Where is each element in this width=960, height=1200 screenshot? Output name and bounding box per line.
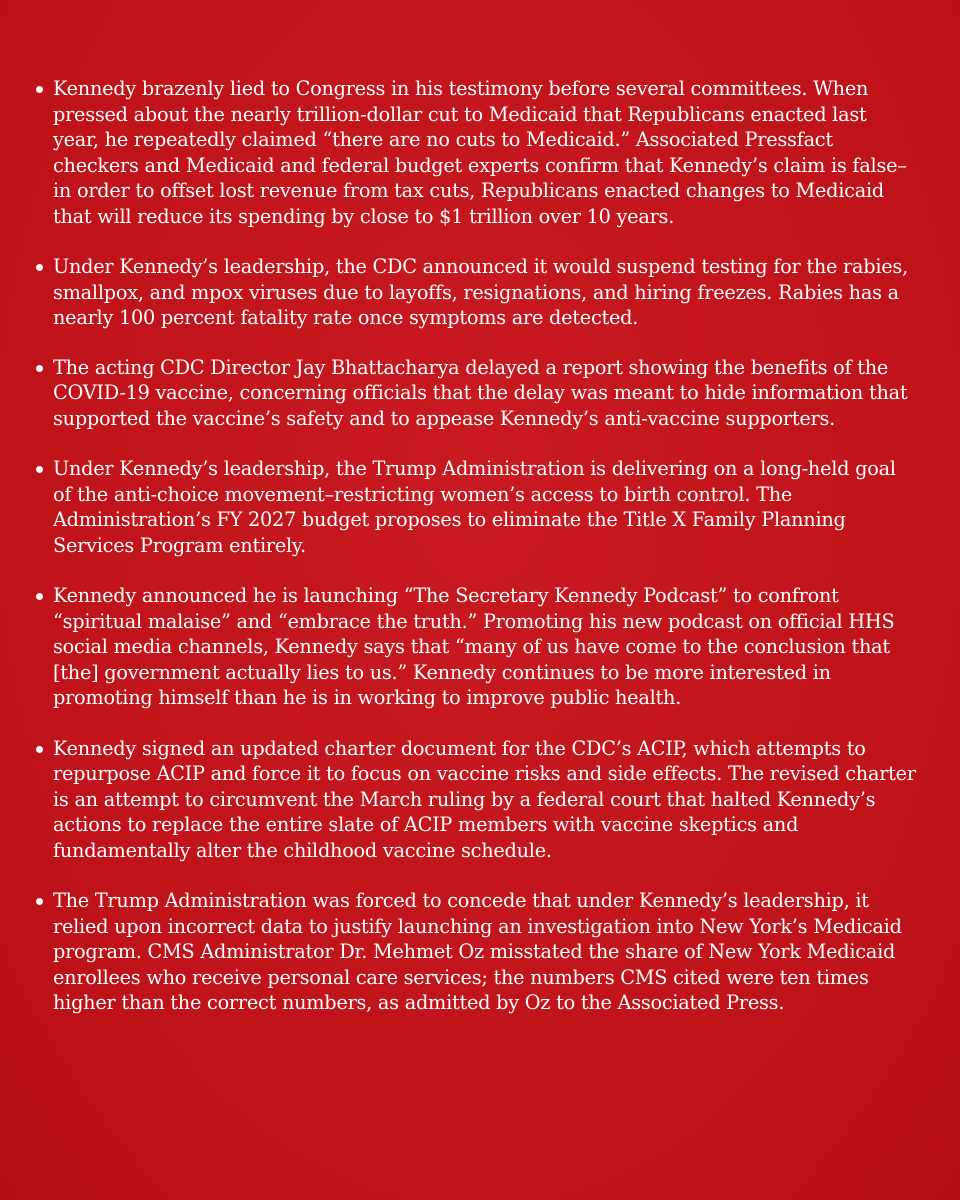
bullet-dot-icon <box>36 86 43 93</box>
bullet-dot-icon <box>36 593 43 600</box>
bullet-list <box>36 76 916 1041</box>
bullet-item-covid-report <box>36 355 916 432</box>
bullet-text: Kennedy announced he is launching “The Secretary Kennedy Podcast” to confront “spiritual malaise” and “embrace the truth.” Promoting his new podcast on official HHS social media channels, Kennedy says that “many of us have come to the conclusion that [the] government actually lies to us.” Kennedy continues to be more interested in promoting himself than he is in working to improve public health. <box>53 584 895 709</box>
bullet-dot-icon <box>36 466 43 473</box>
bullet-dot-icon <box>36 365 43 372</box>
bullet-text: The Trump Administration was forced to concede that under Kennedy’s leadership, it relied upon incorrect data to justify launching an investigation into New York’s Medicaid program. CMS Administrator Dr. Mehmet Oz misstated the share of New York Medicaid enrollees who receive personal care services; the numbers CMS cited were ten times higher than the correct numbers, as admitted by Oz to the Associated Press. <box>53 889 902 1014</box>
bullet-item-medicaid-testimony <box>36 76 916 229</box>
bullet-item-title-x <box>36 456 916 558</box>
bullet-text: Under Kennedy’s leadership, the CDC announced it would suspend testing for the rabies, smallpox, and mpox viruses due to layoffs, resignations, and hiring freezes. Rabies has a nearly 100 percent fatality rate once symptoms are detected. <box>53 255 908 329</box>
bullet-dot-icon <box>36 746 43 753</box>
bullet-dot-icon <box>36 264 43 271</box>
bullet-dot-icon <box>36 898 43 905</box>
bullet-item-ny-medicaid <box>36 888 916 1016</box>
bullet-item-cdc-testing <box>36 254 916 331</box>
bullet-text: Kennedy brazenly lied to Congress in his testimony before several committees. When pressed about the nearly trillion-dollar cut to Medicaid that Republicans enacted last year, he repeatedly claimed “there are no cuts to Medicaid.” Associated Pressfact checkers and Medicaid and federal budget experts confirm that Kennedy’s claim is false–in order to offset lost revenue from tax cuts, Republicans enacted changes to Medicaid that will reduce its spending by close to $1 trillion over 10 years. <box>53 77 907 228</box>
bullet-item-acip-charter <box>36 736 916 864</box>
bullet-text: Kennedy signed an updated charter document for the CDC’s ACIP, which attempts to repurpose ACIP and force it to focus on vaccine risks and side effects. The revised charter is an attempt to circumvent the March ruling by a federal court that halted Kennedy’s actions to replace the entire slate of ACIP members with vaccine skeptics and fundamentally alter the childhood vaccine schedule. <box>53 736 916 862</box>
bullet-item-podcast <box>36 583 916 711</box>
bullet-text: Under Kennedy’s leadership, the Trump Administration is delivering on a long-held goal of the anti-choice movement–restricting women’s access to birth control. The Administration’s FY 2027 budget proposes to eliminate the Title X Family Planning Services Program entirely. <box>53 457 896 557</box>
bullet-text: The acting CDC Director Jay Bhattacharya delayed a report showing the benefits of the COVID-19 vaccine, concerning officials that the delay was meant to hide information that supported the vaccine’s safety and to appease Kennedy’s anti-vaccine supporters. <box>53 355 908 430</box>
